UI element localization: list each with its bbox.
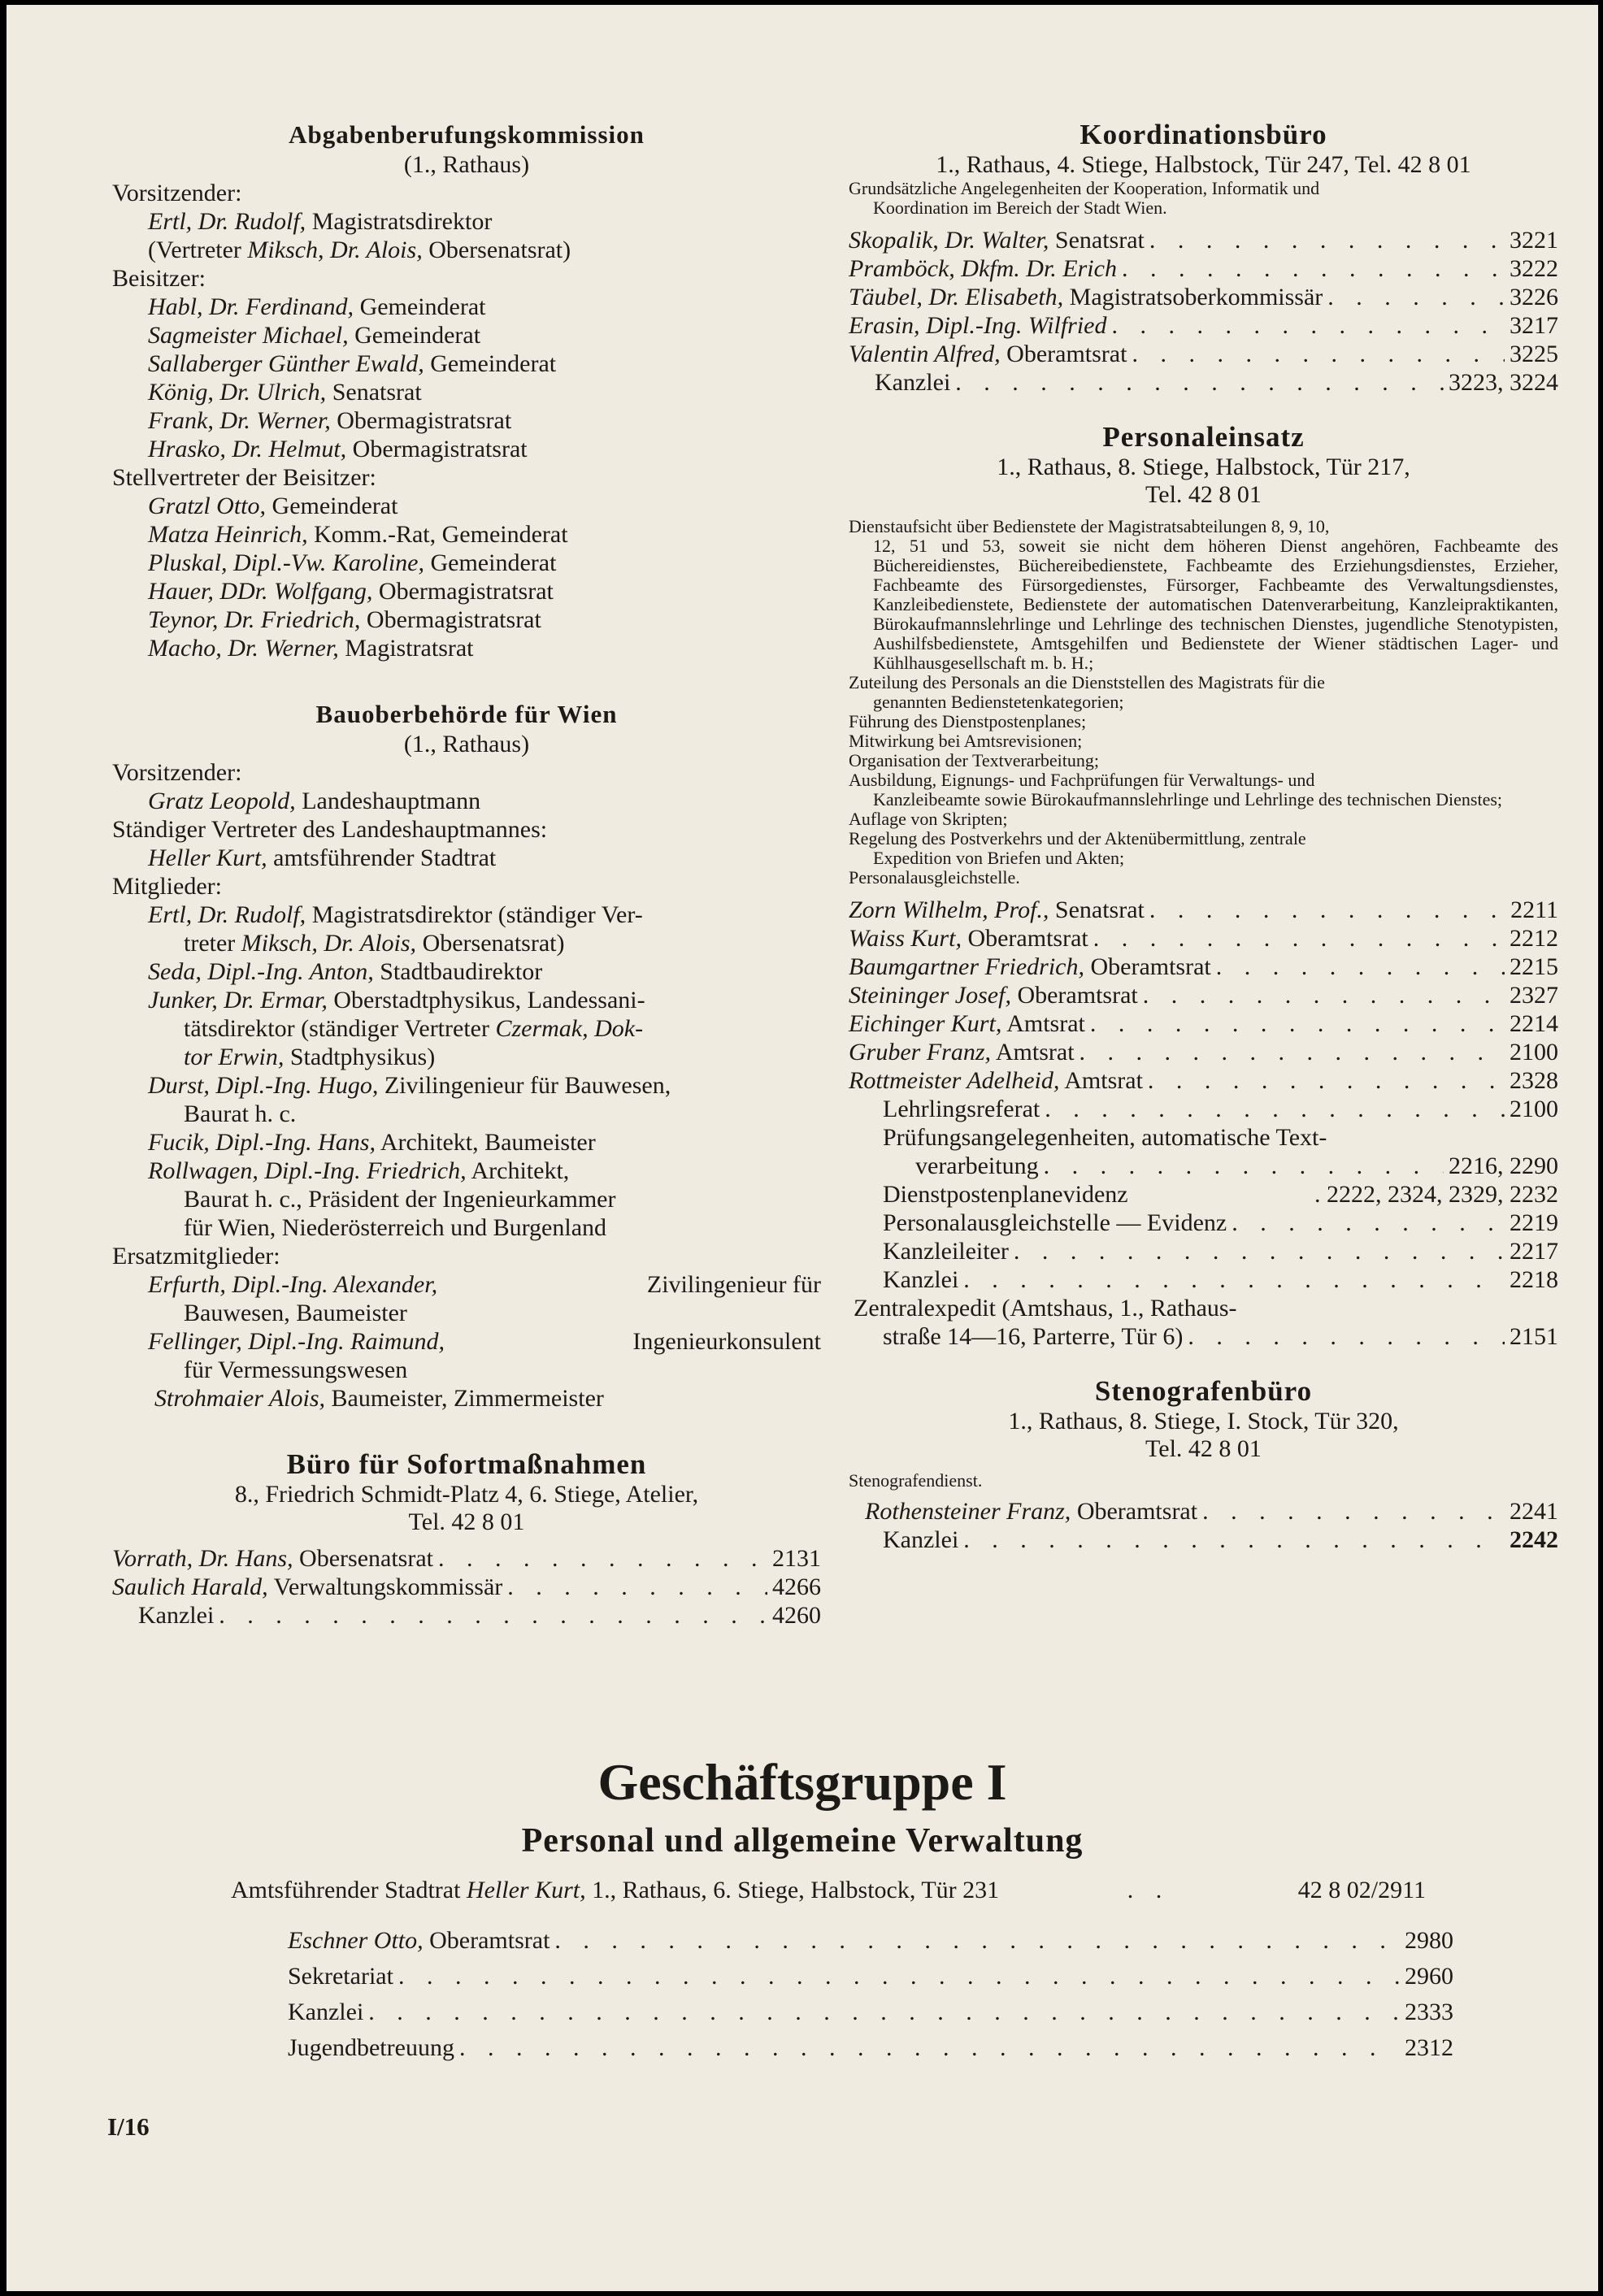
person-name: Skopalik, Dr. Walter, [849, 227, 1049, 254]
desc-line: Kanzleibeamte sowie Bürokaufmannslehrlinge und Lehrlinge des technischen Dienstes; [873, 789, 1503, 809]
person-role: Oberamtsrat [1090, 953, 1211, 980]
section-address: 1., Rathaus, 4. Stiege, Halbstock, Tür 247, Tel. 42 8 01 [936, 151, 1471, 178]
person-name: Gratz Leopold, [148, 788, 296, 814]
desc-line: Mitwirkung bei Amtsrevisionen; [849, 731, 1083, 751]
page-number: I/16 [107, 2112, 150, 2141]
person-entry [112, 321, 821, 349]
person-entry [112, 549, 821, 577]
stadtrat-row: Amtsführender Stadtrat Heller Kurt, 1., Rathaus, 6. Stiege, Halbstock, Tür 231 . . 42 8 02/2911 [231, 1877, 1426, 1903]
phone-extension: 3225 [1510, 341, 1558, 367]
person-name: Heller Kurt, [148, 844, 267, 871]
desc-line: Expedition von Briefen und Akten; [873, 848, 1125, 868]
directory-row [849, 1322, 1558, 1351]
phone-extension: 2151 [1510, 1323, 1558, 1350]
desc-line: 12, 51 und 53, soweit sie nicht dem höheren Dienst angehören, Fachbeamte des Büchereidienstes, Büchereibedienstete, Fachbeamte des Erziehungsdienstes, Erzieher, Fachbeamte des Fürsorgedienstes, Fürsorger, Fachbeamte des Verwaltungsdienstes, Kanzleibedienstete, Bedienstete der automatischen Datenverarbeitung, Kanzleipraktikanten, Bürokaufmannslehrlinge und Lehrlinge des technischen Dienstes, jugendliche Stenotypisten, Aushilfsbedienstete, Amtsgehilfen und Bedienstete der Wiener städtischen Lager- und Kühlhausgesellschaft m. b. H.; [873, 536, 1558, 673]
directory-row [849, 1180, 1558, 1209]
person-role: Oberamtsrat [429, 1927, 550, 1954]
office-label: Zentralexpedit (Amtshaus, 1., Rathaus- [854, 1295, 1237, 1322]
person-role: Obermagistratsrat [366, 606, 541, 633]
person-name: Junker, Dr. Ermar, [148, 987, 328, 1013]
directory-row [112, 1573, 821, 1601]
entry-continuation [112, 1014, 821, 1043]
mitglieder-label: Mitglieder: [112, 873, 222, 900]
entry-continuation: Baurat h. c., Präsident der Ingenieurkammer [184, 1186, 616, 1213]
section-sofortmassnahmen [112, 1448, 821, 1630]
text: (Vertreter [148, 237, 241, 263]
person-name: Ertl, Dr. Rudolf, [148, 901, 306, 928]
directory-row [849, 1237, 1558, 1265]
group-directory [288, 1923, 1453, 2066]
person-role: Gemeinderat [430, 350, 557, 377]
person-role: Zivilingenieur für Bauwesen, [384, 1072, 671, 1099]
person-entry [112, 787, 821, 815]
group-subtitle: Personal und allgemeine Verwaltung [521, 1822, 1084, 1860]
desc-line: genannten Bedienstetenkategorien; [873, 692, 1124, 712]
person-role: Magistratsdirektor (ständiger Ver- [311, 901, 643, 928]
beisitzer-label: Beisitzer: [112, 265, 206, 292]
phone-extension: 2219 [1510, 1209, 1558, 1236]
person-name: Fellinger, Dipl.-Ing. Raimund, [148, 1328, 445, 1355]
directory-row [849, 1152, 1558, 1180]
person-name: König, Dr. Ulrich, [148, 379, 327, 406]
directory-row [288, 1923, 1453, 1959]
person-name: tor Erwin, [184, 1044, 285, 1070]
phone-extension: 3222 [1510, 255, 1558, 282]
person-entry [112, 1327, 821, 1356]
phone-extension: 2215 [1510, 953, 1558, 980]
person-role: Stadtphysikus) [289, 1044, 436, 1070]
desc-line: Führung des Dienstpostenplanes; [849, 711, 1087, 731]
person-name: Täubel, Dr. Elisabeth, [849, 284, 1064, 310]
person-name: Erfurth, Dipl.-Ing. Alexander, [148, 1271, 438, 1298]
person-name: Macho, Dr. Werner, [148, 635, 339, 662]
section-description [849, 179, 1558, 218]
phone-extension: 3223, 3224 [1449, 369, 1558, 396]
office-label: Kanzlei [883, 1526, 959, 1553]
person-entry [112, 1384, 821, 1413]
section-address: 8., Friedrich Schmidt-Platz 4, 6. Stiege, Atelier, [234, 1481, 699, 1508]
person-name: Habl, Dr. Ferdinand, [148, 293, 354, 320]
section-address: 1., Rathaus, 8. Stiege, Halbstock, Tür 217, [997, 454, 1410, 480]
section-title: Koordinationsbüro [1080, 119, 1327, 150]
person-name: Valentin Alfred, [849, 341, 1001, 367]
section-koordination [849, 119, 1558, 397]
person-name: Waiss Kurt, [849, 925, 962, 952]
directory-row [849, 283, 1558, 311]
section-phone: Tel. 42 8 01 [1145, 1435, 1262, 1462]
office-label: verarbeitung [915, 1152, 1039, 1179]
person-name: Fucik, Dipl.-Ing. Hans, [148, 1129, 376, 1156]
vorsitz-label: Vorsitzender: [112, 180, 242, 206]
phone-extension: 2312 [1405, 2034, 1453, 2061]
directory-row [849, 368, 1558, 397]
person-name: Sagmeister Michael, [148, 322, 349, 349]
person-entry [112, 520, 821, 549]
person-role: Obersenatsrat) [422, 930, 565, 957]
person-entry [112, 349, 821, 378]
person-name: Seda, Dipl.-Ing. Anton, [148, 958, 374, 985]
person-entry [112, 1157, 821, 1185]
section-title: Bauoberbehörde für Wien [315, 700, 618, 728]
desc-line: Auflage von Skripten; [849, 809, 1008, 829]
desc-line: Grundsätzliche Angelegenheiten der Kooperation, Informatik und [849, 178, 1320, 198]
phone-extension: 2214 [1510, 1010, 1558, 1037]
office-label: Personalausgleichstelle — Evidenz [883, 1209, 1227, 1236]
text: treter [184, 930, 236, 957]
person-name: Heller Kurt, [466, 1877, 586, 1903]
directory-row [849, 226, 1558, 254]
person-role: Gemeinderat [354, 322, 481, 349]
phone-extension: 4260 [772, 1602, 821, 1629]
person-role: Oberstadtphysikus, Landessani- [333, 987, 645, 1013]
phone-extension: 2327 [1510, 982, 1558, 1009]
phone-extension: 2100 [1510, 1039, 1558, 1066]
office-label: Lehrlingsreferat [883, 1096, 1040, 1122]
phone-extension: 2241 [1510, 1498, 1558, 1525]
left-column [112, 119, 821, 1630]
person-role: Amtsrat [1064, 1067, 1143, 1094]
person-name: Pramböck, Dkfm. Dr. Erich [849, 255, 1117, 282]
person-name: Miksch, Dr. Alois, [247, 237, 423, 263]
phone-extension: 2216, 2290 [1449, 1152, 1558, 1179]
phone-extension: 2131 [772, 1545, 821, 1572]
directory-row [849, 953, 1558, 981]
person-entry [112, 577, 821, 605]
person-name: Durst, Dipl.-Ing. Hugo, [148, 1072, 379, 1099]
person-role: Obersenatsrat [299, 1545, 433, 1572]
phone-extension: 2218 [1510, 1266, 1558, 1293]
entry-continuation [112, 929, 821, 957]
staendig-label: Ständiger Vertreter des Landeshauptmannes: [112, 816, 548, 843]
person-entry [112, 1071, 821, 1100]
section-phone: Tel. 42 8 01 [1145, 481, 1262, 508]
phone-extension: 2217 [1510, 1238, 1558, 1265]
person-role: Architekt, [471, 1157, 570, 1184]
directory-row [849, 1265, 1558, 1294]
phone-extension: . 2222, 2324, 2329, 2232 [1314, 1181, 1558, 1208]
entry-continuation [112, 1043, 821, 1071]
phone-extension: 2100 [1510, 1096, 1558, 1122]
directory-row [849, 1066, 1558, 1095]
directory-row [849, 1526, 1558, 1554]
phone-extension: 2328 [1510, 1067, 1558, 1094]
person-role: Oberamtsrat [1076, 1498, 1198, 1525]
person-role: Zivilingenieur für [646, 1271, 821, 1298]
address-text: 1., Rathaus, 6. Stiege, Halbstock, Tür 231 [592, 1877, 1000, 1903]
person-role: Gemeinderat [430, 549, 557, 576]
person-name: Vorrath, Dr. Hans, [112, 1545, 293, 1572]
phone-extension: 2211 [1510, 896, 1558, 923]
person-name: Baumgartner Friedrich, [849, 953, 1084, 980]
person-entry [112, 844, 821, 872]
person-name: Rothensteiner Franz, [865, 1498, 1071, 1525]
directory-row [112, 1601, 821, 1630]
person-role: Oberamtsrat [1006, 341, 1127, 367]
section-title: Personaleinsatz [1102, 421, 1305, 453]
section-description: Stenografendienst. [849, 1470, 983, 1491]
directory-row [849, 1009, 1558, 1038]
ersatz-label: Ersatzmitglieder: [112, 1243, 280, 1270]
phone-extension: 2960 [1405, 1963, 1453, 1990]
person-entry [112, 406, 821, 435]
person-role: Gemeinderat [272, 493, 398, 519]
desc-line: Koordination im Bereich der Stadt Wien. [873, 197, 1167, 218]
directory-row [288, 1994, 1453, 2030]
phone-extension: 42 8 02/2911 [1297, 1877, 1426, 1903]
phone-extension: 2242 [1510, 1526, 1558, 1553]
office-label: Kanzlei [883, 1266, 959, 1293]
section-address: (1., Rathaus) [403, 731, 530, 757]
desc-line: Organisation der Textverarbeitung; [849, 750, 1099, 770]
entry-continuation: Baurat h. c. [184, 1100, 297, 1127]
person-role: Oberamtsrat [1017, 982, 1138, 1009]
person-name: Ertl, Dr. Rudolf, [148, 208, 306, 235]
person-name: Teynor, Dr. Friedrich, [148, 606, 361, 633]
person-name: Steininger Josef, [849, 982, 1011, 1009]
person-name: Zorn Wilhelm, Prof., [849, 896, 1049, 923]
person-role: Magistratsoberkommissär [1069, 284, 1323, 310]
section-phone: Tel. 42 8 01 [408, 1508, 525, 1535]
person-role: Amtsrat [1006, 1010, 1085, 1037]
person-entry [112, 236, 821, 264]
person-entry [112, 957, 821, 986]
person-role: Obermagistratsrat [352, 436, 528, 462]
entry-continuation: für Vermessungswesen [184, 1356, 408, 1383]
person-entry [112, 1128, 821, 1157]
person-name: Eschner Otto, [288, 1927, 424, 1954]
directory-row [849, 1038, 1558, 1066]
section-address: 1., Rathaus, 8. Stiege, I. Stock, Tür 320, [1008, 1408, 1399, 1434]
office-label: Kanzlei [288, 1999, 364, 2025]
person-role: Senatsrat [1054, 227, 1145, 254]
office-label: Dienstpostenplanevidenz [883, 1181, 1128, 1208]
person-entry [112, 378, 821, 406]
desc-line: Dienstaufsicht über Bedienstete der Magistratsabteilungen 8, 9, 10, [849, 516, 1330, 536]
section-title: Abgabenberufungskommission [289, 120, 645, 149]
person-name: Strohmaier Alois, [154, 1385, 326, 1412]
directory-row [288, 2030, 1453, 2066]
person-name: Hrasko, Dr. Helmut, [148, 436, 347, 462]
person-role: Komm.-Rat, Gemeinderat [314, 521, 568, 548]
person-role: amtsführender Stadtrat [273, 844, 497, 871]
office-label: Kanzlei [138, 1602, 215, 1629]
person-role: Senatsrat [1054, 896, 1145, 923]
directory-row [849, 924, 1558, 953]
entry-continuation: Bauwesen, Baumeister [184, 1300, 407, 1326]
person-name: Matza Heinrich, [148, 521, 308, 548]
person-entry [112, 293, 821, 321]
person-name: Rottmeister Adelheid, [849, 1067, 1060, 1094]
phone-extension: 3221 [1510, 227, 1558, 254]
person-name: Erasin, Dipl.-Ing. Wilfried [849, 312, 1107, 339]
person-role: Amtsrat [995, 1039, 1075, 1066]
phone-extension: 4266 [772, 1573, 821, 1600]
person-role: Verwaltungskommissär [273, 1573, 503, 1600]
vorsitz-label: Vorsitzender: [112, 759, 242, 786]
person-name: Sallaberger Günther Ewald, [148, 350, 424, 377]
section-title: Stenografenbüro [1094, 1375, 1313, 1407]
phone-extension: 2212 [1510, 925, 1558, 952]
directory-row [849, 1209, 1558, 1237]
directory-row [849, 254, 1558, 283]
directory-row [849, 1095, 1558, 1123]
section-bauoberbehoerde [112, 698, 821, 1413]
person-role: Ingenieurkonsulent [632, 1328, 821, 1355]
stellvertreter-label: Stellvertreter der Beisitzer: [112, 464, 376, 491]
text: tätsdirektor (ständiger Vertreter [184, 1015, 489, 1042]
person-role: Magistratsrat [345, 635, 474, 662]
section-description [849, 517, 1558, 888]
desc-line: Personalausgleichstelle. [849, 867, 1020, 888]
person-role: Stadtbaudirektor [380, 958, 543, 985]
person-name: Miksch, Dr. Alois, [241, 930, 417, 957]
phone-extension: 3226 [1510, 284, 1558, 310]
person-entry [112, 435, 821, 463]
office-label: Kanzleileiter [883, 1238, 1009, 1265]
person-entry [112, 986, 821, 1014]
phone-extension: 2333 [1405, 1999, 1453, 2025]
section-personaleinsatz [849, 421, 1558, 1351]
person-name: Rollwagen, Dipl.-Ing. Friedrich, [148, 1157, 467, 1184]
directory-row [849, 1497, 1558, 1526]
office-label: Sekretariat [288, 1963, 393, 1990]
document-page [7, 5, 1598, 2291]
section-title: Büro für Sofortmaßnahmen [286, 1448, 647, 1480]
phone-extension: 2980 [1405, 1927, 1453, 1954]
directory-row [112, 1544, 821, 1573]
directory-row [849, 340, 1558, 368]
desc-line: Zuteilung des Personals an die Dienststellen des Magistrats für die [849, 672, 1325, 692]
directory-row [849, 311, 1558, 340]
person-role: Obersenatsrat) [428, 237, 571, 263]
text: Amtsführender Stadtrat [231, 1877, 461, 1903]
person-name: Gruber Franz, [849, 1039, 992, 1066]
office-label: Kanzlei [875, 369, 951, 396]
directory-row [849, 896, 1558, 924]
desc-line: Regelung des Postverkehrs und der Aktenübermittlung, zentrale [849, 828, 1306, 849]
person-name: Hauer, DDr. Wolfgang, [148, 578, 373, 605]
person-role: Magistratsdirektor [311, 208, 493, 235]
person-role: Gemeinderat [359, 293, 486, 320]
person-role: Landeshauptmann [302, 788, 481, 814]
geschaeftsgruppe-header [7, 1752, 1598, 1863]
person-role: Oberamtsrat [967, 925, 1088, 952]
person-entry [112, 492, 821, 520]
desc-line: Ausbildung, Eignungs- und Fachprüfungen für Verwaltungs- und [849, 770, 1315, 790]
person-entry [112, 207, 821, 236]
office-label: Jugendbetreuung [288, 2034, 454, 2061]
person-name: Czermak, Dok- [495, 1015, 644, 1042]
person-role: Obermagistratsrat [378, 578, 554, 605]
person-name: Frank, Dr. Werner, [148, 407, 331, 434]
entry-continuation: für Wien, Niederösterreich und Burgenland [184, 1214, 607, 1241]
person-entry [112, 605, 821, 634]
person-role: Obermagistratsrat [337, 407, 512, 434]
person-role: Senatsrat [332, 379, 422, 406]
person-entry [112, 901, 821, 929]
directory-row [849, 981, 1558, 1009]
person-role: Baumeister, Zimmermeister [331, 1385, 604, 1412]
person-name: Saulich Harald, [112, 1573, 268, 1600]
person-entry [112, 634, 821, 662]
phone-extension: 3217 [1510, 312, 1558, 339]
person-entry [112, 1270, 821, 1299]
directory-row [288, 1959, 1453, 1994]
section-address: (1., Rathaus) [403, 151, 530, 178]
person-role: Architekt, Baumeister [380, 1129, 596, 1156]
person-name: Eichinger Kurt, [849, 1010, 1002, 1037]
right-column [849, 119, 1558, 1554]
group-title: Geschäftsgruppe I [597, 1753, 1007, 1811]
section-abgaben [112, 119, 821, 662]
section-stenografenbuero [849, 1375, 1558, 1554]
office-label: straße 14—16, Parterre, Tür 6) [883, 1323, 1184, 1350]
person-name: Gratzl Otto, [148, 493, 267, 519]
person-name: Pluskal, Dipl.-Vw. Karoline, [148, 549, 424, 576]
office-label: Prüfungsangelegenheiten, automatische Text- [883, 1124, 1327, 1151]
